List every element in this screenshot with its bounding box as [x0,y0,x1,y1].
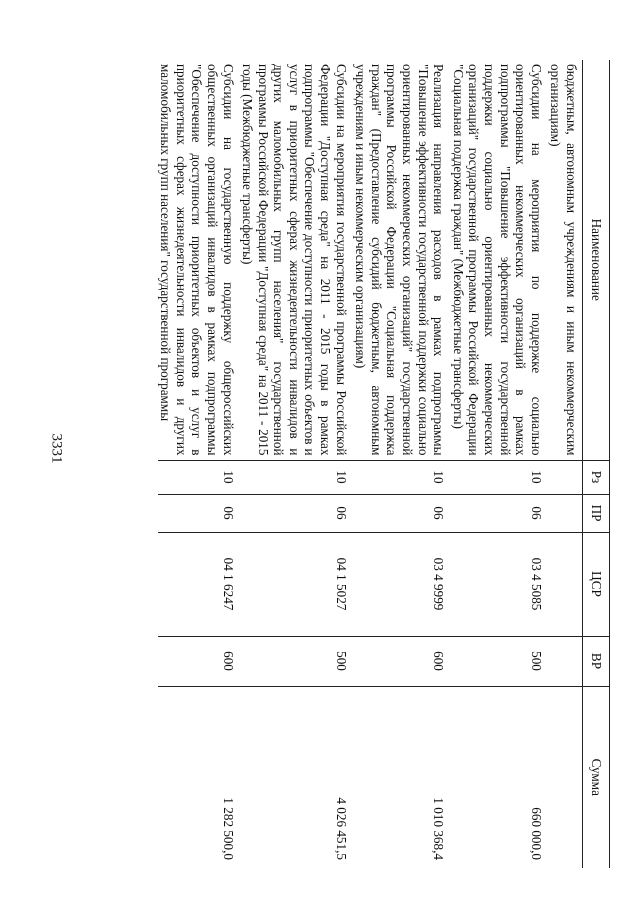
row-rz: 10 [353,460,451,494]
table-header-row [583,60,610,868]
row-rz: 10 [158,460,240,494]
continuation-text: бюджетным, автономным учреждениям и иным некоммерческим организациям) [548,64,579,456]
row-rz: 10 [240,460,353,494]
row-sum: 4 026 451,5 [240,686,353,868]
page-number: 3331 [48,433,65,464]
row-csr: 04 1 5027 [240,532,353,636]
budget-table-sheet [130,60,610,868]
row-sum: 1 282 500,0 [158,686,240,868]
row-vr: 500 [450,636,548,686]
row-name: Реализация направления расходов в рамках подпрограммы "Повышение эффективности государственной поддержки социально ориентированных некоммерческих организаций" государственной программы Российской Федерации "Социальная поддержка граждан" (Предоставление субсидий бюджетным, автономным учреждениям и иным некоммерческим организациям) [353,64,447,456]
row-pr: 06 [353,494,451,532]
header-rz: Рз [583,460,610,494]
budget-table [158,60,610,868]
row-name: Субсидии на государственную поддержку общероссийских общественных организаций инвалидов в рамках подпрограммы "Обеспечение доступности приоритетных объектов и услуг в приоритетных сферах жизнедеятельности инвалидов и других маломобильных групп населения" государственной программы [158,64,236,456]
row-sum: 660 000,0 [450,686,548,868]
header-pr: ПР [583,494,610,532]
row-pr: 06 [158,494,240,532]
row-csr: 03 4 9999 [353,532,451,636]
header-name: Наименование [583,60,610,460]
row-vr: 600 [353,636,451,686]
table-row [353,60,451,868]
row-vr: 500 [240,636,353,686]
header-sum: Сумма [583,686,610,868]
header-csr: ЦСР [583,532,610,636]
row-csr: 03 4 5085 [450,532,548,636]
row-name: Субсидии на мероприятия государственной программы Российской Федерации "Доступная среда" на 2011 - 2015 годы в рамках подпрограммы "Обеспечение доступности приоритетных объектов и услуг в приоритетных сферах жизнедеятельности инвалидов и других маломобильных групп населения" государственной программы Российской Федерации "Доступная среда" на 2011 - 2015 годы (Межбюджетные трансферты) [240,64,349,456]
table-row [158,60,240,868]
row-vr: 600 [158,636,240,686]
row-sum: 1 010 368,4 [353,686,451,868]
row-name: Субсидии на мероприятия по поддержке социально ориентированных некоммерческих организаций в рамках подпрограммы "Повышение эффективности государственной поддержки социально ориентированных некоммерческих организаций" государственной программы Российской Федерации "Социальная поддержка граждан" (Межбюджетные трансферты) [450,64,544,456]
header-vr: ВР [583,636,610,686]
table-row-continuation [548,60,583,868]
row-pr: 06 [450,494,548,532]
row-pr: 06 [240,494,353,532]
row-rz: 10 [450,460,548,494]
table-row [450,60,548,868]
row-csr: 04 1 6247 [158,532,240,636]
table-row [240,60,353,868]
